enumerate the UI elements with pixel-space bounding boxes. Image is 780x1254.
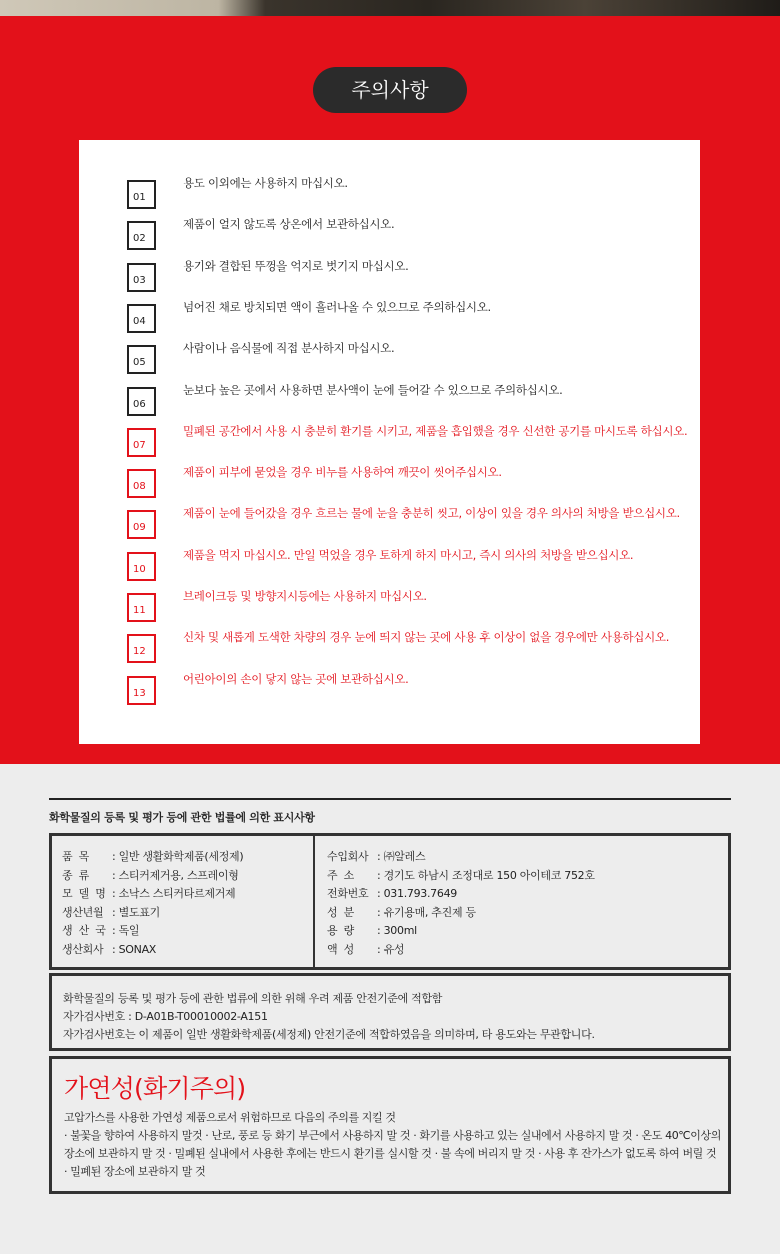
flammability-line: · 밀폐된 장소에 보관하지 말 것 — [64, 1165, 206, 1178]
info-row — [327, 904, 595, 923]
caution-number: 08 — [127, 469, 156, 498]
caution-text: 제품을 먹지 마십시오. 만일 먹었을 경우 토하게 하지 마시고, 즉시 의사의 처방을 받으십시오. — [183, 547, 634, 562]
caution-item — [127, 547, 687, 582]
chemical-label-title: 화학물질의 등록 및 평가 등에 관한 법률에 의한 표시사항 — [49, 811, 315, 824]
certification-number: 자가검사번호 : D-A01B-T00010002-A151 — [63, 1010, 268, 1023]
info-row — [327, 922, 595, 941]
info-row — [327, 941, 595, 960]
caution-text: 넘어진 채로 방치되면 액이 흘러나올 수 있으므로 주의하십시오. — [183, 299, 491, 314]
flammability-title: 가연성(화기주의) — [64, 1074, 246, 1103]
caution-item — [127, 299, 687, 334]
info-value: : 유기용매, 추진제 등 — [377, 905, 476, 919]
caution-item — [127, 217, 687, 251]
table-divider — [313, 836, 315, 967]
certification-note: 자가검사번호는 이 제품이 일반 생활화학제품(세정제) 안전기준에 적합하였음을 의미하며, 타 용도와는 무관합니다. — [63, 1028, 595, 1041]
info-row — [62, 941, 243, 960]
caution-item — [127, 465, 687, 499]
caution-text: 밀폐된 공간에서 사용 시 충분히 환기를 시키고, 제품을 흡입했을 경우 신선한 공기를 마시도록 하십시오. — [183, 423, 688, 438]
info-label: 액성 — [327, 942, 361, 956]
caution-item — [127, 341, 687, 375]
product-photo-edge — [0, 0, 780, 16]
certification-line: 화학물질의 등록 및 평가 등에 관한 법류에 의한 위해 우려 제품 안전기준에 적합함 — [63, 992, 443, 1005]
info-label: 생산국 — [62, 924, 112, 937]
caution-section — [0, 16, 780, 764]
caution-text: 제품이 눈에 들어갔을 경우 흐르는 물에 눈을 충분히 씻고, 이상이 있을 경우 의사의 처방을 받으십시오. — [183, 506, 680, 521]
caution-text: 신차 및 새롭게 도색한 차량의 경우 눈에 띄지 않는 곳에 사용 후 이상이 없을 경우에만 사용하십시오. — [183, 630, 670, 645]
info-label: 전화번호 — [327, 887, 369, 900]
product-info-right — [327, 848, 595, 959]
caution-text: 제품이 피부에 묻었을 경우 비누를 사용하여 깨끗이 씻어주십시오. — [183, 465, 502, 480]
info-row — [62, 848, 243, 867]
certification-box — [49, 973, 731, 1051]
info-value: : ㈜알레스 — [377, 850, 426, 863]
info-row — [62, 922, 243, 941]
info-value: : 경기도 하남시 조정대로 150 아이테코 752호 — [377, 868, 595, 882]
caution-title: 주의사항 — [313, 67, 467, 113]
caution-number: 11 — [127, 593, 156, 622]
caution-number: 13 — [127, 676, 156, 705]
caution-number: 07 — [127, 428, 156, 457]
info-label: 생산년월 — [62, 905, 104, 919]
caution-number: 10 — [127, 552, 156, 581]
info-row — [327, 885, 595, 904]
flammability-line: 장소에 보관하지 말 것 · 밀폐된 실내에서 사용한 후에는 반드시 환기를 실시할 것 · 불 속에 버리지 말 것 · 사용 후 잔가스가 없도록 하여 버릴 것 — [64, 1147, 717, 1160]
caution-text: 제품이 얼지 않도록 상온에서 보관하십시오. — [183, 217, 395, 232]
info-label: 생산회사 — [62, 942, 104, 956]
info-label: 품목 — [62, 850, 96, 863]
caution-number: 01 — [127, 180, 156, 209]
info-value: : SONAX — [112, 942, 157, 956]
caution-number: 12 — [127, 634, 156, 663]
product-info-left — [62, 848, 243, 959]
info-row — [62, 885, 243, 904]
flammability-line: · 불꽃을 향하여 사용하지 말것 · 난로, 풍로 등 화기 부근에서 사용하지 말 것 · 화기를 사용하고 있는 실내에서 사용하지 말 것 · 온도 40℃이상의 — [64, 1129, 721, 1142]
info-value: : 스티커제거용, 스프레이형 — [112, 868, 239, 882]
info-value: : 유성 — [377, 942, 405, 956]
info-row — [327, 848, 595, 867]
info-value: : 별도표기 — [112, 905, 160, 919]
info-value: : 독일 — [112, 924, 140, 937]
caution-number: 09 — [127, 510, 156, 539]
info-row — [62, 867, 243, 886]
caution-item — [127, 671, 687, 706]
info-label: 종류 — [62, 868, 96, 882]
info-value: : 소낙스 스티커타르제거제 — [112, 887, 236, 900]
info-label: 수입회사 — [327, 850, 369, 863]
caution-item — [127, 382, 687, 417]
flammability-warning-box — [49, 1056, 731, 1194]
caution-text: 용기와 결합된 뚜껑을 억지로 벗기지 마십시오. — [183, 258, 409, 273]
caution-number: 02 — [127, 221, 156, 250]
caution-item — [127, 258, 687, 293]
caution-text: 용도 이외에는 사용하지 마십시오. — [183, 176, 348, 190]
caution-text: 사람이나 음식물에 직접 분사하지 마십시오. — [183, 341, 395, 356]
info-value: : 일반 생활화학제품(세정제) — [112, 850, 244, 863]
caution-text: 눈보다 높은 곳에서 사용하면 분사액이 눈에 들어갈 수 있으므로 주의하십시오. — [183, 382, 563, 397]
info-label: 주소 — [327, 868, 361, 882]
flammability-line: 고압가스를 사용한 가연성 제품으로서 위험하므로 다음의 주의를 지킬 것 — [64, 1111, 396, 1124]
caution-item — [127, 506, 687, 540]
info-value: : 031.793.7649 — [377, 887, 457, 900]
caution-number: 06 — [127, 387, 156, 416]
info-label: 용량 — [327, 924, 361, 937]
info-label: 성분 — [327, 905, 361, 919]
caution-text: 어린아이의 손이 닿지 않는 곳에 보관하십시오. — [183, 671, 409, 686]
product-info-table — [49, 833, 731, 970]
info-row — [62, 904, 243, 923]
caution-item — [127, 630, 687, 664]
caution-item — [127, 423, 688, 458]
caution-item — [127, 176, 687, 210]
caution-item — [127, 589, 687, 623]
info-row — [327, 867, 595, 886]
caution-number: 04 — [127, 304, 156, 333]
caution-list — [79, 140, 700, 744]
caution-number: 05 — [127, 345, 156, 374]
caution-text: 브레이크등 및 방향지시등에는 사용하지 마십시오. — [183, 589, 427, 603]
caution-number: 03 — [127, 263, 156, 292]
info-value: : 300ml — [377, 924, 417, 937]
section-divider — [49, 798, 731, 800]
info-label: 모델명 — [62, 887, 112, 900]
